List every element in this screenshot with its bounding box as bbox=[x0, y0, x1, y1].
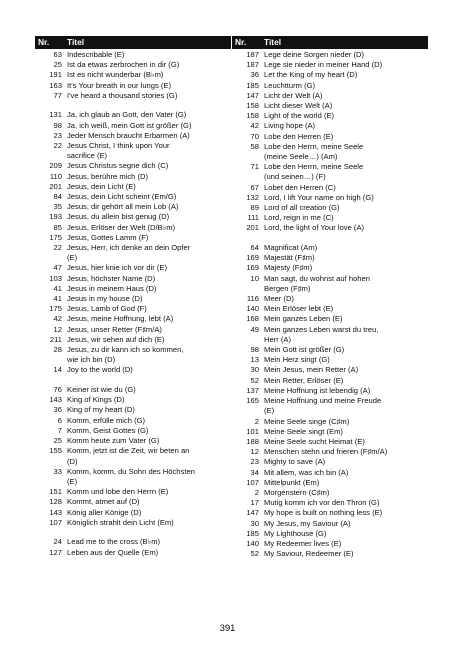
entry-number: 33 bbox=[53, 466, 62, 476]
entry-title: Mutig komm ich vor den Thron (G) bbox=[264, 498, 380, 508]
entry-title: I've heard a thousand stories (G) bbox=[67, 90, 178, 100]
entry-number: 12 bbox=[53, 324, 62, 334]
entry-title: Lord, I lift Your name on high (G) bbox=[264, 192, 374, 202]
entry-title: My Saviour, Redeemer (E) bbox=[264, 549, 354, 559]
entry-title: Jeder Mensch braucht Erbarmen (A) bbox=[67, 130, 190, 140]
index-entry bbox=[35, 202, 231, 212]
entry-title: Komm und lobe den Herrn (E) bbox=[67, 487, 169, 497]
entry-number: 193 bbox=[49, 212, 62, 222]
entry-title: Kommt, atmet auf (D) bbox=[67, 497, 140, 507]
index-entry bbox=[232, 396, 428, 416]
entry-number: 175 bbox=[49, 304, 62, 314]
index-entry bbox=[35, 508, 231, 518]
header-nr: Nr. bbox=[38, 37, 50, 47]
entry-list bbox=[35, 50, 231, 558]
index-entry bbox=[35, 548, 231, 558]
entry-title: Komm, komm, du Sohn des Höchsten (E) bbox=[67, 466, 195, 486]
index-entry bbox=[232, 478, 428, 488]
entry-number: 158 bbox=[246, 111, 259, 121]
entry-number: 211 bbox=[49, 334, 62, 344]
index-entry bbox=[35, 497, 231, 507]
entry-title: Mein Gott ist größer (G) bbox=[264, 345, 345, 355]
index-entry bbox=[232, 213, 428, 223]
index-entry bbox=[232, 468, 428, 478]
entry-title: Meer (D) bbox=[264, 294, 294, 304]
entry-number: 30 bbox=[250, 365, 259, 375]
entry-title: Living hope (A) bbox=[264, 121, 316, 131]
index-entry bbox=[35, 141, 231, 161]
entry-number: 140 bbox=[246, 304, 259, 314]
entry-number: 98 bbox=[250, 345, 259, 355]
index-entry bbox=[232, 142, 428, 162]
entry-title: Jesus, Erlöser der Welt (D/B♭m) bbox=[67, 222, 176, 232]
entry-number: 71 bbox=[250, 162, 259, 172]
entry-number: 147 bbox=[246, 90, 259, 100]
entry-title: Lobe den Herrn, meine Seele (und seinen…) (F) bbox=[264, 162, 364, 182]
entry-number: 70 bbox=[250, 131, 259, 141]
index-entry bbox=[35, 365, 231, 375]
entry-number: 143 bbox=[49, 395, 62, 405]
entry-title: Mein ganzes Leben warst du treu, Herr (A) bbox=[264, 324, 379, 344]
index-entry bbox=[35, 182, 231, 192]
entry-title: Joy to the world (D) bbox=[67, 365, 133, 375]
entry-title: My Lighthouse (G) bbox=[264, 528, 327, 538]
entry-title: Mein Herz singt (G) bbox=[264, 355, 330, 365]
entry-title: Jesus, Gottes Lamm (F) bbox=[67, 232, 149, 242]
index-entry bbox=[232, 427, 428, 437]
entry-number: 22 bbox=[53, 243, 62, 253]
entry-number: 89 bbox=[250, 203, 259, 213]
index-entry bbox=[232, 345, 428, 355]
entry-number: 34 bbox=[250, 467, 259, 477]
entry-title: Jesus, höchster Name (D) bbox=[67, 273, 156, 283]
header-titel: Titel bbox=[264, 37, 282, 47]
index-entry bbox=[232, 263, 428, 273]
entry-number: 85 bbox=[53, 222, 62, 232]
entry-title: Lord, reign in me (C) bbox=[264, 213, 334, 223]
index-entry bbox=[232, 386, 428, 396]
index-entry bbox=[232, 325, 428, 345]
entry-title: Meine Seele singe (C♯m) bbox=[264, 416, 350, 426]
entry-number: 58 bbox=[250, 141, 259, 151]
entry-number: 30 bbox=[250, 518, 259, 528]
entry-title: Jesus, zu dir kann ich so kommen, wie ich bin (D) bbox=[67, 345, 184, 365]
entry-number: 201 bbox=[49, 181, 62, 191]
index-entry bbox=[35, 518, 231, 528]
entry-title: Man sagt, du wohnst auf hohen Bergen (F♯m) bbox=[264, 273, 370, 293]
index-entry bbox=[232, 314, 428, 324]
index-entry bbox=[35, 385, 231, 395]
entry-title: It's Your breath in our lungs (E) bbox=[67, 80, 172, 90]
entry-title: King of my heart (D) bbox=[67, 405, 135, 415]
index-entry bbox=[232, 417, 428, 427]
index-entry bbox=[35, 314, 231, 324]
index-entry bbox=[35, 537, 231, 547]
column-header bbox=[35, 36, 231, 49]
index-column-right bbox=[232, 36, 428, 559]
index-entry bbox=[232, 365, 428, 375]
index-entry bbox=[232, 253, 428, 263]
index-entry bbox=[35, 294, 231, 304]
entry-title: Ja, ich glaub an Gott, den Vater (G) bbox=[67, 110, 187, 120]
entry-number: 201 bbox=[246, 223, 259, 233]
entry-number: 25 bbox=[53, 436, 62, 446]
entry-title: Let the King of my heart (D) bbox=[264, 70, 358, 80]
index-entry bbox=[35, 416, 231, 426]
index-entry bbox=[232, 81, 428, 91]
entry-title: Jesus, wir sehen auf dich (E) bbox=[67, 334, 165, 344]
entry-number: 12 bbox=[250, 447, 259, 457]
entry-title: Ja, ich weiß, mein Gott ist größer (G) bbox=[67, 120, 192, 130]
entry-number: 116 bbox=[246, 294, 259, 304]
entry-title: Licht der Welt (A) bbox=[264, 90, 323, 100]
index-entry bbox=[232, 294, 428, 304]
index-entry bbox=[232, 121, 428, 131]
entry-number: 41 bbox=[53, 294, 62, 304]
entry-title: Licht dieser Welt (A) bbox=[264, 101, 333, 111]
index-entry bbox=[35, 161, 231, 171]
entry-title: Magnificat (Am) bbox=[264, 243, 318, 253]
index-entry bbox=[232, 355, 428, 365]
index-entry bbox=[232, 437, 428, 447]
index-entry bbox=[35, 345, 231, 365]
entry-title: My hope is built on nothing less (E) bbox=[264, 508, 383, 518]
entry-number: 25 bbox=[53, 60, 62, 70]
entry-number: 143 bbox=[49, 507, 62, 517]
entry-title: Jesus, Herr, ich denke an dein Opfer (E) bbox=[67, 243, 191, 263]
entry-title: Keiner ist wie du (G) bbox=[67, 385, 136, 395]
entry-title: Meine Seele sucht Heimat (E) bbox=[264, 436, 365, 446]
entry-number: 98 bbox=[53, 120, 62, 130]
entry-number: 187 bbox=[246, 50, 259, 59]
index-entry bbox=[35, 446, 231, 466]
entry-title: Mein ganzes Leben (E) bbox=[264, 314, 343, 324]
index-entry bbox=[232, 243, 428, 253]
entry-title: Jesus Christus segne dich (C) bbox=[67, 161, 169, 171]
index-entry bbox=[35, 405, 231, 415]
entry-number: 137 bbox=[246, 385, 259, 395]
index-entry bbox=[232, 519, 428, 529]
entry-title: Menschen stehn und frieren (F♯m/A) bbox=[264, 447, 388, 457]
entry-number: 42 bbox=[53, 314, 62, 324]
entry-number: 168 bbox=[246, 314, 259, 324]
index-entry bbox=[35, 121, 231, 131]
index-entry bbox=[35, 487, 231, 497]
index-entry bbox=[232, 70, 428, 80]
entry-title: Lord, the light of Your love (A) bbox=[264, 223, 365, 233]
entry-number: 155 bbox=[49, 446, 62, 456]
entry-number: 22 bbox=[53, 141, 62, 151]
entry-number: 14 bbox=[53, 365, 62, 375]
entry-title: Indescribable (E) bbox=[67, 50, 125, 59]
entry-title: Jesus, dein Licht (E) bbox=[67, 181, 136, 191]
index-entry bbox=[35, 304, 231, 314]
entry-number: 76 bbox=[53, 385, 62, 395]
entry-number: 107 bbox=[246, 477, 259, 487]
entry-number: 191 bbox=[49, 70, 62, 80]
index-entry bbox=[35, 436, 231, 446]
entry-number: 42 bbox=[250, 121, 259, 131]
entry-title: Lege sie nieder in meiner Hand (D) bbox=[264, 60, 383, 70]
entry-number: 10 bbox=[250, 273, 259, 283]
entry-number: 23 bbox=[250, 457, 259, 467]
index-entry bbox=[232, 60, 428, 70]
entry-title: Lord of all creation (G) bbox=[264, 203, 340, 213]
index-entry bbox=[35, 243, 231, 263]
index-entry bbox=[35, 335, 231, 345]
entry-number: 140 bbox=[246, 538, 259, 548]
index-entry bbox=[232, 193, 428, 203]
entry-title: Meine Hoffnung und meine Freude (E) bbox=[264, 396, 382, 416]
entry-number: 28 bbox=[53, 345, 62, 355]
entry-number: 64 bbox=[250, 243, 259, 253]
entry-number: 209 bbox=[49, 161, 62, 171]
entry-number: 163 bbox=[49, 80, 62, 90]
index-entry bbox=[35, 467, 231, 487]
entry-number: 7 bbox=[57, 425, 62, 435]
entry-number: 84 bbox=[53, 192, 62, 202]
entry-title: Jesus, meine Hoffnung, lebt (A) bbox=[67, 314, 174, 324]
entry-number: 175 bbox=[49, 232, 62, 242]
index-entry bbox=[232, 111, 428, 121]
entry-title: Jesus in my house (D) bbox=[67, 294, 143, 304]
entry-number: 158 bbox=[246, 101, 259, 111]
entry-number: 132 bbox=[246, 192, 259, 202]
index-entry bbox=[35, 70, 231, 80]
entry-number: 6 bbox=[57, 415, 62, 425]
entry-title: Ist es nicht wunderbar (B♭m) bbox=[67, 70, 164, 80]
index-entry bbox=[232, 162, 428, 182]
entry-title: Mein Retter, Erlöser (E) bbox=[264, 375, 344, 385]
entry-number: 111 bbox=[247, 213, 259, 223]
entry-title: Jesus, Lamb of God (F) bbox=[67, 304, 147, 314]
entry-title: Majesty (F♯m) bbox=[264, 263, 313, 273]
entry-title: Lobe den Herren (E) bbox=[264, 131, 334, 141]
entry-title: Jesus, dir gehört all mein Lob (A) bbox=[67, 202, 179, 212]
entry-title: Lead me to the cross (B♭m) bbox=[67, 537, 161, 547]
entry-title: Meine Seele singt (Em) bbox=[264, 426, 343, 436]
entry-number: 17 bbox=[250, 498, 259, 508]
entry-number: 24 bbox=[53, 537, 62, 547]
index-entry bbox=[232, 50, 428, 60]
entry-title: Komm heute zum Vater (G) bbox=[67, 436, 160, 446]
entry-title: My Redeemer lives (E) bbox=[264, 538, 342, 548]
entry-title: Mein Jesus, mein Retter (A) bbox=[264, 365, 359, 375]
entry-number: 127 bbox=[49, 547, 62, 557]
index-entry bbox=[232, 508, 428, 518]
index-entry bbox=[232, 274, 428, 294]
entry-title: Mit allem, was ich bin (A) bbox=[264, 467, 349, 477]
entry-number: 2 bbox=[254, 416, 259, 426]
entry-number: 52 bbox=[250, 549, 259, 559]
entry-title: Mein Erlöser lebt (E) bbox=[264, 304, 334, 314]
entry-title: Meine Hoffnung ist lebendig (A) bbox=[264, 385, 371, 395]
index-entry bbox=[35, 212, 231, 222]
entry-title: Lobet den Herren (C) bbox=[264, 182, 336, 192]
entry-title: Ist da etwas zerbrochen in dir (G) bbox=[67, 60, 180, 70]
index-entry bbox=[232, 447, 428, 457]
entry-number: 23 bbox=[53, 130, 62, 140]
index-entry bbox=[232, 539, 428, 549]
entry-number: 188 bbox=[246, 436, 259, 446]
entry-title: Königlich strahlt dein Licht (Em) bbox=[67, 517, 174, 527]
entry-number: 67 bbox=[250, 182, 259, 192]
entry-number: 47 bbox=[53, 263, 62, 273]
entry-title: Komm, jetzt ist die Zeit, wir beten an (D) bbox=[67, 446, 190, 466]
entry-title: Mittelpunkt (Em) bbox=[264, 477, 320, 487]
index-entry bbox=[232, 203, 428, 213]
index-entry bbox=[35, 172, 231, 182]
index-entry bbox=[232, 101, 428, 111]
index-entry bbox=[35, 274, 231, 284]
entry-title: Leben aus der Quelle (Em) bbox=[67, 547, 159, 557]
entry-number: 41 bbox=[53, 283, 62, 293]
index-entry bbox=[35, 50, 231, 60]
entry-number: 77 bbox=[53, 90, 62, 100]
index-entry bbox=[35, 233, 231, 243]
index-entry bbox=[35, 325, 231, 335]
entry-number: 52 bbox=[250, 375, 259, 385]
index-entry bbox=[232, 183, 428, 193]
entry-title: König aller Könige (D) bbox=[67, 507, 142, 517]
index-entry bbox=[35, 110, 231, 120]
index-entry bbox=[232, 91, 428, 101]
entry-title: Majestät (F♯m) bbox=[264, 253, 315, 263]
entry-number: 165 bbox=[246, 396, 259, 406]
page-number: 391 bbox=[219, 623, 236, 634]
index-entry bbox=[232, 529, 428, 539]
entry-number: 147 bbox=[246, 508, 259, 518]
index-entry bbox=[35, 263, 231, 273]
entry-number: 110 bbox=[49, 171, 62, 181]
entry-title: Jesus, hier knie ich vor dir (E) bbox=[67, 263, 168, 273]
entry-title: Komm, erfülle mich (G) bbox=[67, 415, 146, 425]
index-entry bbox=[35, 81, 231, 91]
index-entry bbox=[232, 376, 428, 386]
index-entry bbox=[232, 498, 428, 508]
entry-number: 63 bbox=[53, 50, 62, 59]
entry-title: Lobe den Herrn, meine Seele (meine Seele…) (Am) bbox=[264, 141, 364, 162]
entry-number: 36 bbox=[53, 405, 62, 415]
entry-title: Lege deine Sorgen nieder (D) bbox=[264, 50, 365, 59]
entry-title: My Jesus, my Saviour (A) bbox=[264, 518, 351, 528]
header-titel: Titel bbox=[67, 37, 85, 47]
entry-number: 2 bbox=[254, 487, 259, 497]
entry-title: Mighty to save (A) bbox=[264, 457, 326, 467]
entry-number: 185 bbox=[246, 80, 259, 90]
index-entry bbox=[35, 223, 231, 233]
index-entry bbox=[232, 223, 428, 233]
entry-number: 35 bbox=[53, 202, 62, 212]
entry-title: Jesus, dein Licht scheint (Em/G) bbox=[67, 192, 177, 202]
index-entry bbox=[232, 304, 428, 314]
entry-number: 107 bbox=[49, 517, 62, 527]
entry-list bbox=[232, 50, 428, 559]
index-entry bbox=[35, 284, 231, 294]
entry-number: 36 bbox=[250, 70, 259, 80]
entry-title: Komm, Geist Gottes (G) bbox=[67, 425, 149, 435]
entry-title: Jesus Christ, I think upon Your sacrifice (E) bbox=[67, 141, 170, 161]
entry-title: Jesus, unser Retter (F♯m/A) bbox=[67, 324, 162, 334]
index-entry bbox=[35, 426, 231, 436]
entry-number: 187 bbox=[246, 60, 259, 70]
entry-title: Leuchtturm (G) bbox=[264, 80, 316, 90]
entry-number: 49 bbox=[250, 324, 259, 334]
entry-title: Jesus, du allein bist genug (D) bbox=[67, 212, 170, 222]
entry-title: Light of the world (E) bbox=[264, 111, 335, 121]
index-entry bbox=[35, 60, 231, 70]
entry-title: Jesus, berühre mich (D) bbox=[67, 171, 149, 181]
entry-title: Jesus in meinem Haus (D) bbox=[67, 283, 157, 293]
entry-number: 13 bbox=[250, 355, 259, 365]
entry-number: 185 bbox=[246, 528, 259, 538]
index-entry bbox=[232, 488, 428, 498]
index-entry bbox=[35, 91, 231, 101]
index-entry bbox=[35, 395, 231, 405]
entry-title: King of Kings (D) bbox=[67, 395, 125, 405]
index-column-left bbox=[35, 36, 231, 558]
entry-number: 103 bbox=[49, 273, 62, 283]
entry-number: 128 bbox=[49, 497, 62, 507]
index-entry bbox=[232, 132, 428, 142]
entry-title: Morgenstern (C♯m) bbox=[264, 487, 330, 497]
entry-number: 169 bbox=[246, 263, 259, 273]
index-entry bbox=[35, 192, 231, 202]
entry-number: 169 bbox=[246, 253, 259, 263]
column-header bbox=[232, 36, 428, 49]
header-nr: Nr. bbox=[235, 37, 247, 47]
entry-number: 151 bbox=[49, 487, 62, 497]
index-entry bbox=[35, 131, 231, 141]
entry-number: 131 bbox=[49, 110, 62, 120]
index-entry bbox=[232, 549, 428, 559]
entry-number: 101 bbox=[246, 426, 259, 436]
index-entry bbox=[232, 457, 428, 467]
